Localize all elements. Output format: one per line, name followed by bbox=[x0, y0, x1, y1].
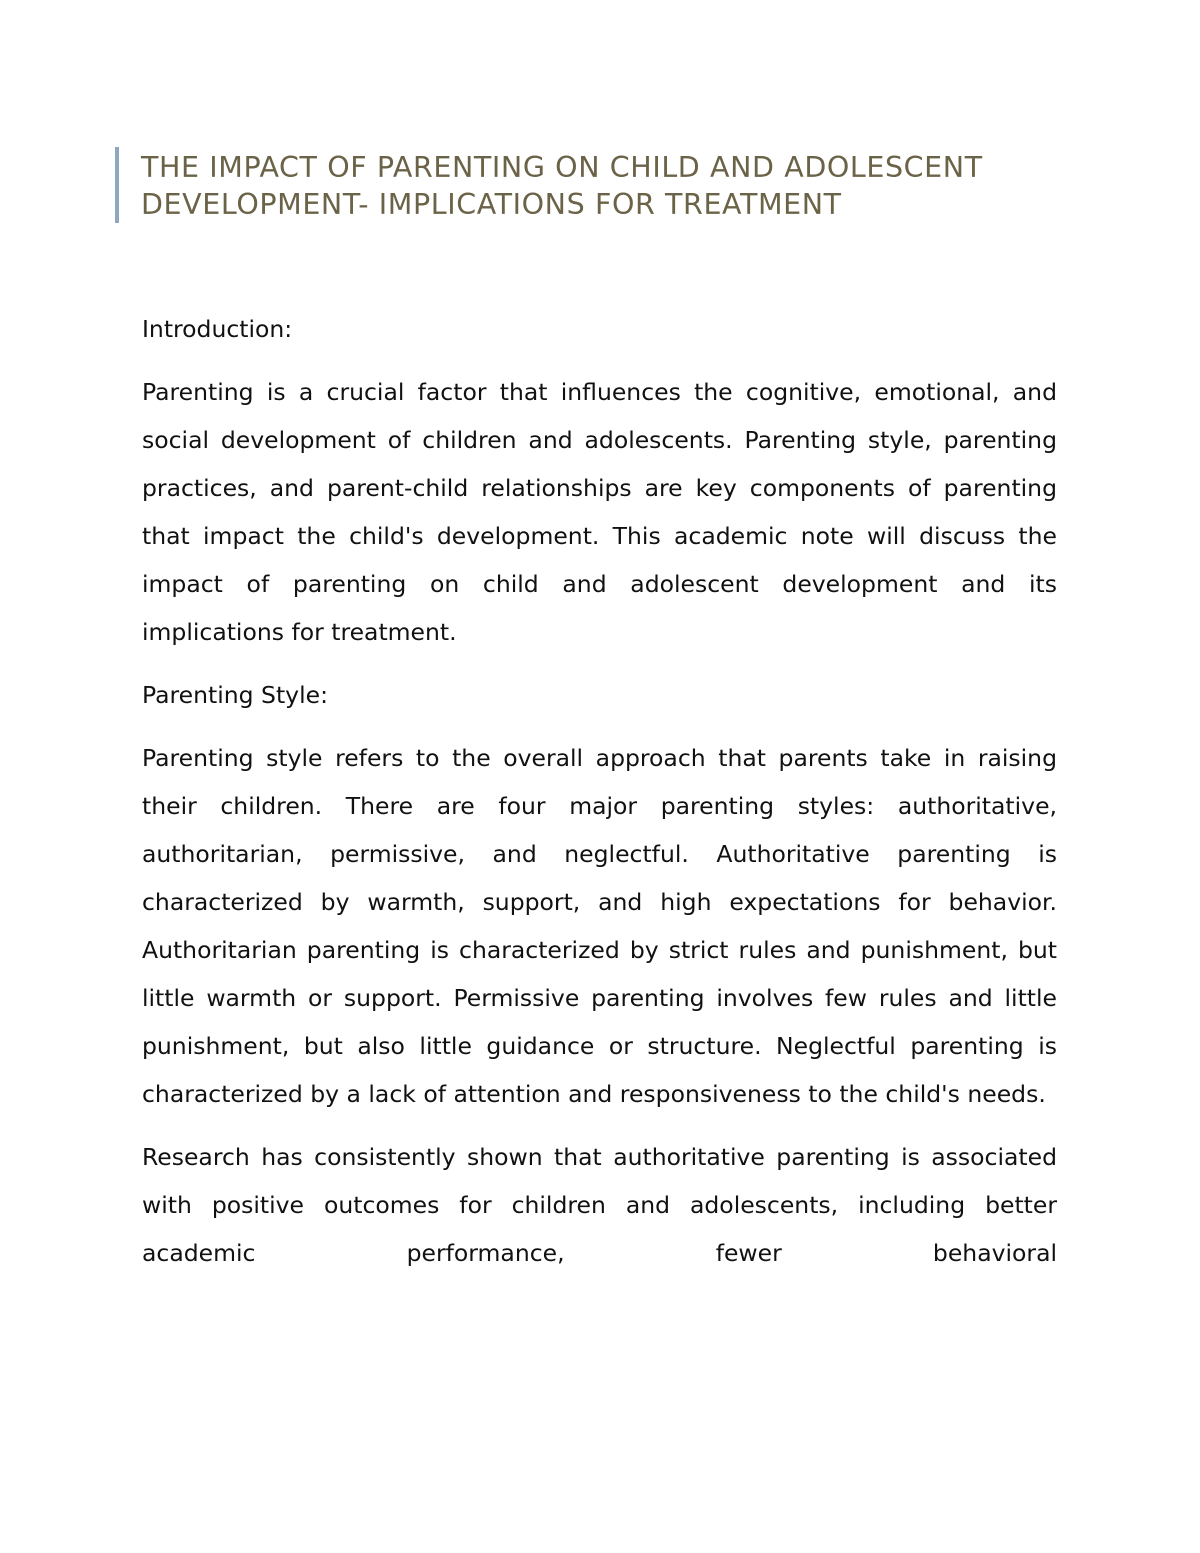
research-paragraph: Research has consistently shown that authoritative parenting is associated with positive outcomes for children and adolescents, including better academic performance, fewer behavioral bbox=[142, 1143, 1057, 1267]
parenting-style-paragraph: Parenting style refers to the overall approach that parents take in raising their children. There are four major parenting styles: authoritative, authoritarian, permissive, and neglectful. Authoritative parenting is characterized by warmth, support, and high expectations for behavior. Authoritarian parenting is characterized by strict rules and punishment, but little warmth or support. Permissive parenting involves few rules and little punishment, but also little guidance or structure. Neglectful parenting is characterized by a lack of attention and responsiveness to the child's needs. bbox=[142, 744, 1057, 1108]
title-block bbox=[115, 147, 1041, 223]
document-body bbox=[142, 305, 1057, 1277]
document-title: THE IMPACT OF PARENTING ON CHILD AND ADOLESCENT DEVELOPMENT- IMPLICATIONS FOR TREATMENT bbox=[141, 151, 983, 221]
section-heading-introduction: Introduction: bbox=[142, 315, 293, 343]
introduction-paragraph: Parenting is a crucial factor that influences the cognitive, emotional, and social development of children and adolescents. Parenting style, parenting practices, and parent-child relationships are key components of parenting that impact the child's development. This academic note will discuss the impact of parenting on child and adolescent development and its implications for treatment. bbox=[142, 378, 1057, 646]
section-heading-parenting-style: Parenting Style: bbox=[142, 681, 328, 709]
